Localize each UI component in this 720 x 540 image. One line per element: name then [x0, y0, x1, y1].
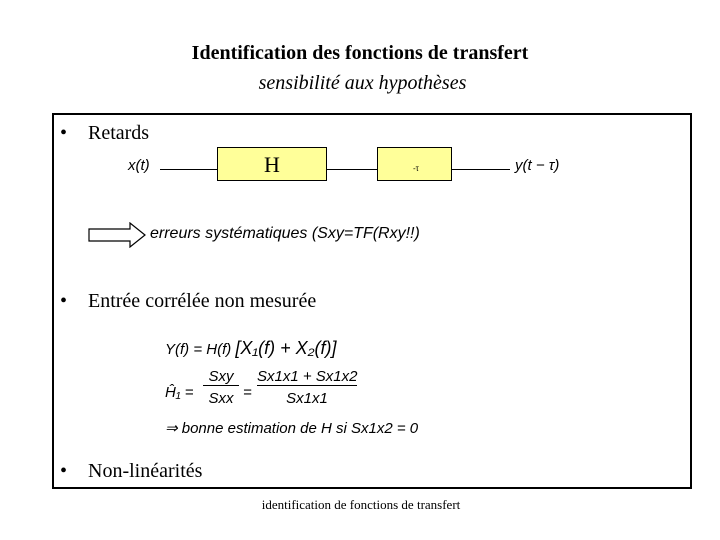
page-subtitle: sensibilité aux hypothèses — [258, 72, 467, 94]
fraction-2-denominator: Sx1x1 — [286, 390, 328, 407]
bullet-correlated-input: • Entrée corrélée non mesurée — [60, 290, 317, 312]
transfer-block-h: H — [217, 147, 327, 181]
implies-arrow-icon — [88, 222, 148, 248]
output-label: y(t − τ) — [515, 157, 560, 174]
middle-line — [327, 169, 377, 170]
fraction-1-bar — [203, 385, 239, 386]
bullet-nonlinear-label: Non-linéarités — [88, 460, 203, 482]
fraction-2-numerator: Sx1x1 + Sx1x2 — [257, 368, 358, 385]
bullet-delays-label: Retards — [88, 122, 150, 144]
equation-1-rhs: [X₁(f) + X₂(f)] — [235, 338, 337, 358]
equation-1-lhs: Y(f) = H(f) — [165, 341, 232, 358]
equation-1 — [165, 338, 336, 359]
h-hat: Ĥ₁ = — [165, 384, 194, 401]
page-title: Identification des fonctions de transfert — [191, 42, 529, 64]
equals-sign: = — [243, 384, 252, 401]
footer-text: identification de fonctions de transfert — [261, 497, 461, 512]
delay-block — [377, 147, 452, 181]
fraction-1-denominator: Sxx — [208, 390, 234, 407]
bullet-delays: • Retards — [60, 122, 150, 144]
output-line — [452, 169, 510, 170]
fraction-2-bar — [257, 385, 357, 386]
equation-3: ⇒ bonne estimation de H si Sx1x2 = 0 — [165, 420, 419, 437]
input-line — [160, 169, 217, 170]
input-label: x(t) — [128, 157, 150, 174]
fraction-1-numerator: Sxy — [208, 368, 234, 385]
delay-label: -τ — [413, 164, 419, 173]
bullet-nonlinear: • Non-linéarités — [60, 460, 203, 482]
bullet-correlated-input-label: Entrée corrélée non mesurée — [88, 290, 317, 312]
consequence-text: erreurs systématiques (Sxy=TF(Rxy!!) — [150, 225, 420, 242]
